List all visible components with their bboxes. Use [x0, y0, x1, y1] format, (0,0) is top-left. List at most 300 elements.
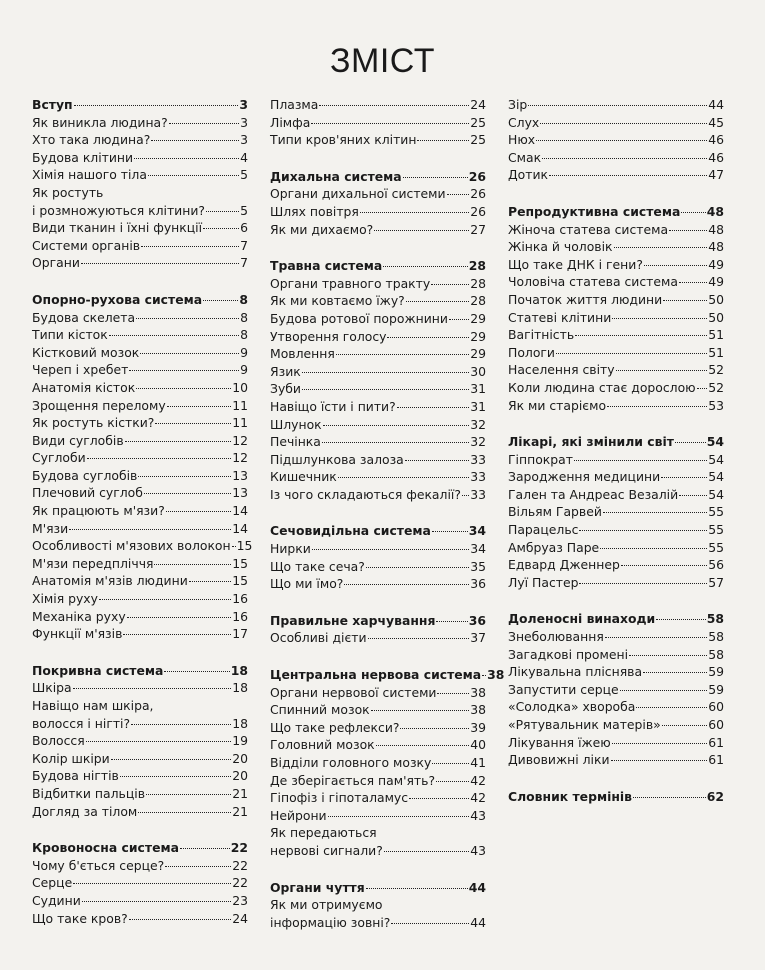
toc-page-number: 21	[232, 803, 248, 819]
toc-entry-title: Підшлункова залоза	[270, 451, 404, 467]
toc-page-number: 61	[708, 752, 724, 768]
toc-entry-title: Органи нервової системи	[270, 684, 437, 700]
toc-section-heading	[508, 788, 724, 806]
dot-leader	[189, 581, 231, 582]
dot-leader	[129, 919, 231, 920]
toc-section-heading	[270, 879, 486, 897]
dot-leader	[662, 725, 707, 726]
toc-entry-title: Типи кров'яних клітин	[270, 132, 417, 148]
toc-entry-title: Типи кісток	[32, 327, 108, 343]
dot-leader	[679, 495, 707, 496]
toc-page-number: 25	[470, 114, 486, 130]
dot-leader	[403, 177, 468, 178]
toc-page-number: 29	[470, 346, 486, 362]
dot-leader	[206, 211, 239, 212]
toc-entry-line1: Як ми отримуємо	[270, 897, 383, 913]
toc-page-number: 59	[708, 681, 724, 697]
toc-page-number: 58	[708, 646, 724, 662]
toc-entry	[270, 96, 486, 114]
dot-leader	[166, 511, 231, 512]
toc-entry-title: Статеві клітини	[508, 309, 612, 325]
dot-leader	[73, 688, 232, 689]
toc-entry-title: «Солодка» хвороба	[508, 699, 636, 715]
toc-entry-title: Суглоби	[32, 450, 86, 466]
toc-section-heading	[270, 666, 505, 684]
dot-leader	[336, 354, 469, 355]
toc-page-number: 47	[708, 167, 724, 183]
toc-entry-title: Анатомія м'язів людини	[32, 573, 188, 589]
toc-section-heading	[270, 257, 486, 275]
toc-page-number: 26	[468, 168, 486, 184]
dot-leader	[138, 476, 231, 477]
dot-leader	[155, 423, 231, 424]
toc-entry	[270, 629, 486, 647]
toc-section	[32, 839, 248, 927]
toc-entry	[270, 131, 486, 149]
dot-leader	[322, 442, 469, 443]
dot-leader	[579, 583, 707, 584]
dot-leader	[87, 458, 232, 459]
toc-entry-title: Що таке рефлекси?	[270, 719, 400, 735]
toc-page-number: 55	[708, 504, 724, 520]
toc-entry-title: Будова скелета	[32, 309, 136, 325]
toc-entry-title: Види тканин і їхні функції	[32, 220, 203, 236]
toc-page-number: 15	[236, 538, 253, 554]
dot-leader	[575, 335, 707, 336]
toc-entry-title: Системи органів	[32, 237, 141, 253]
toc-entry	[270, 363, 486, 381]
toc-entry	[32, 502, 248, 520]
toc-entry	[270, 486, 486, 504]
toc-entry	[32, 608, 248, 626]
dot-leader	[368, 638, 470, 639]
toc-entry	[270, 345, 486, 363]
toc-entry-title: Нюх	[508, 132, 536, 148]
toc-entry-title: Репродуктивна система	[508, 203, 681, 219]
dot-leader	[360, 212, 469, 213]
toc-entry-title: Гіппократ	[508, 451, 573, 467]
toc-entry-title: Що ми їмо?	[270, 576, 344, 592]
toc-entry-title: Анатомія кісток	[32, 379, 136, 395]
toc-page-number: 8	[240, 327, 248, 343]
dot-leader	[138, 812, 231, 813]
toc-entry-title: Язик	[270, 363, 301, 379]
dot-leader	[144, 493, 231, 494]
toc-entry	[508, 114, 724, 132]
dot-leader	[131, 724, 231, 725]
toc-entry	[32, 344, 248, 362]
toc-section-heading	[32, 662, 248, 680]
dot-leader	[616, 370, 708, 371]
dot-leader	[644, 265, 707, 266]
toc-entry	[508, 361, 724, 379]
toc-entry-title: Доленосні винаходи	[508, 611, 656, 627]
toc-page-number: 17	[232, 626, 248, 642]
dot-leader	[400, 728, 469, 729]
dot-leader	[417, 140, 469, 141]
toc-entry	[270, 203, 486, 221]
toc-entry	[508, 486, 724, 504]
toc-section-heading	[32, 96, 248, 114]
toc-column-1	[32, 96, 253, 946]
toc-entry	[508, 751, 724, 769]
toc-entry	[508, 238, 724, 256]
toc-page-number: 54	[708, 486, 724, 502]
dot-leader	[109, 335, 239, 336]
toc-entry-title: Кишечник	[270, 469, 337, 485]
toc-entry	[508, 131, 724, 149]
dot-leader	[148, 175, 239, 176]
dot-leader	[669, 230, 707, 231]
toc-entry-title: Сечовидільна система	[270, 523, 431, 539]
dot-leader	[82, 901, 231, 902]
toc-entry	[32, 414, 248, 432]
toc-entry	[32, 149, 248, 167]
dot-leader	[614, 247, 708, 248]
toc-section-heading	[270, 612, 486, 630]
dot-leader	[73, 883, 231, 884]
toc-section	[32, 662, 248, 820]
toc-page-number: 31	[470, 381, 486, 397]
dot-leader	[579, 530, 707, 531]
dot-leader	[437, 693, 469, 694]
toc-page-number: 3	[240, 132, 248, 148]
dot-leader	[436, 781, 469, 782]
toc-page-number: 43	[470, 807, 486, 823]
toc-entry-title: і розмножуються клітини?	[32, 202, 205, 218]
toc-entry-title: Як працюють м'язи?	[32, 503, 165, 519]
toc-entry-title: «Рятувальник матерів»	[508, 717, 661, 732]
toc-page-number: 36	[470, 576, 486, 592]
toc-page-number: 28	[470, 293, 486, 309]
toc-page-number: 13	[232, 467, 248, 483]
toc-page-number: 52	[708, 362, 724, 378]
toc-column-2	[270, 96, 505, 950]
toc-entry-title: Зір	[508, 97, 528, 112]
toc-section-heading	[508, 203, 724, 221]
toc-entry	[508, 556, 724, 574]
toc-entry	[508, 451, 724, 469]
toc-entry	[508, 291, 724, 309]
toc-section	[508, 788, 724, 806]
toc-entry	[508, 256, 724, 274]
toc-entry-title: Спинний мозок	[270, 702, 370, 718]
dot-leader	[376, 745, 470, 746]
toc-page-number: 23	[232, 892, 248, 908]
toc-entry-title: Будова клітини	[32, 149, 134, 165]
toc-page-number: 11	[232, 397, 248, 413]
toc-page-number: 18	[232, 715, 248, 731]
toc-page-number: 3	[239, 97, 248, 112]
toc-entry-title: Органи	[32, 255, 80, 271]
toc-entry	[270, 772, 486, 790]
toc-page-number: 8	[240, 309, 248, 325]
toc-entry-title: Лімфа	[270, 114, 311, 130]
toc-page-number: 42	[470, 772, 486, 788]
toc-entry	[32, 254, 248, 272]
toc-entry-title: Утворення голосу	[270, 328, 387, 344]
toc-page-number: 43	[470, 842, 486, 858]
toc-page-number: 35	[470, 558, 486, 574]
toc-section-heading	[270, 522, 486, 540]
toc-entry-title: Судини	[32, 892, 81, 908]
toc-entry	[270, 540, 486, 558]
toc-entry	[508, 468, 724, 486]
dot-leader	[136, 388, 231, 389]
dot-leader	[140, 353, 239, 354]
toc-page-number: 58	[706, 611, 724, 627]
toc-page-number: 30	[470, 363, 486, 379]
toc-page-number: 45	[708, 114, 724, 130]
toc-entry-title: Лікувальна пліснява	[508, 664, 643, 680]
dot-leader	[86, 741, 232, 742]
toc-page-number: 3	[240, 114, 248, 130]
toc-entry-title: Особливі дієти	[270, 630, 367, 646]
dot-leader	[328, 816, 470, 817]
toc-entry-title: Загадкові промені	[508, 646, 629, 662]
toc-page-number: 36	[468, 612, 486, 628]
toc-page-number: 61	[708, 734, 724, 750]
toc-section-heading	[508, 433, 724, 451]
toc-page-number: 34	[470, 541, 486, 557]
toc-entry-title: Едвард Дженнер	[508, 557, 620, 573]
dot-leader	[99, 599, 231, 600]
toc-entry	[270, 754, 486, 772]
dot-leader	[681, 212, 705, 213]
toc-page-number: 50	[708, 291, 724, 307]
toc-page-number: 7	[240, 237, 248, 253]
toc-entry-title: Запустити серце	[508, 681, 619, 697]
toc-entry	[270, 221, 486, 239]
toc-entry-title: Вагітність	[508, 327, 575, 343]
toc-entry-title: Вільям Гарвей	[508, 504, 602, 520]
dot-leader	[636, 707, 707, 708]
toc-section-heading	[508, 610, 724, 628]
toc-entry-title: Чоловіча статева система	[508, 274, 678, 290]
toc-entry-title: Будова нігтів	[32, 768, 119, 784]
toc-page-number: 25	[470, 132, 486, 148]
toc-entry	[508, 539, 724, 557]
toc-entry-title: Як виникла людина?	[32, 114, 168, 130]
toc-page-number: 46	[708, 132, 724, 148]
toc-page-number: 26	[470, 186, 486, 202]
toc-entry-title: Знеболювання	[508, 629, 604, 645]
toc-entry-title: Серце	[32, 875, 73, 891]
toc-entry	[32, 767, 248, 785]
dot-leader	[129, 370, 239, 371]
toc-section	[508, 96, 724, 184]
toc-section	[270, 879, 486, 932]
toc-entry-title: Дивовижні ліки	[508, 752, 610, 768]
dot-leader	[603, 512, 707, 513]
dot-leader	[611, 760, 708, 761]
toc-entry-title: Зародження медицини	[508, 469, 661, 485]
toc-page-number: 12	[232, 432, 248, 448]
toc-entry	[32, 625, 248, 643]
dot-leader	[397, 407, 470, 408]
dot-leader	[169, 123, 239, 124]
toc-page-number: 42	[470, 790, 486, 806]
toc-entry	[32, 484, 248, 502]
toc-entry	[32, 449, 248, 467]
toc-page-number: 38	[470, 702, 486, 718]
toc-page-number: 53	[708, 397, 724, 413]
toc-page-number: 51	[708, 344, 724, 360]
toc-entry	[508, 379, 724, 397]
toc-page-number: 32	[470, 434, 486, 450]
dot-leader	[432, 763, 469, 764]
toc-page-number: 22	[232, 857, 248, 873]
dot-leader	[620, 690, 708, 691]
toc-entry	[32, 237, 248, 255]
toc-entry-title: Мовлення	[270, 346, 335, 362]
dot-leader	[406, 301, 469, 302]
toc-entry	[270, 789, 486, 807]
dot-leader	[165, 866, 231, 867]
dot-leader	[549, 175, 707, 176]
toc-entry	[270, 114, 486, 132]
toc-entry-title: Вступ	[32, 97, 73, 112]
toc-page-number: 60	[708, 717, 724, 732]
toc-page-number: 12	[232, 450, 248, 466]
dot-leader	[384, 851, 469, 852]
toc-entry	[32, 326, 248, 344]
toc-entry-title: Пологи	[508, 344, 555, 360]
dot-leader	[679, 282, 707, 283]
dot-leader	[344, 584, 469, 585]
toc-entry	[32, 679, 248, 697]
dot-leader	[542, 158, 707, 159]
toc-entry-line1: Навіщо нам шкіра,	[32, 698, 154, 713]
dot-leader	[556, 353, 707, 354]
toc-page-number: 29	[470, 328, 486, 344]
toc-page-number: 31	[470, 398, 486, 414]
toc-page-number: 51	[708, 327, 724, 343]
toc-section-heading	[270, 168, 486, 186]
toc-entry	[270, 468, 486, 486]
dot-leader	[383, 266, 468, 267]
toc-entry	[270, 575, 486, 593]
toc-entry-title: Кровоносна система	[32, 840, 179, 856]
toc-page-number: 38	[470, 684, 486, 700]
toc-page-number: 37	[470, 630, 486, 646]
toc-page-number: 20	[232, 750, 248, 766]
dot-leader	[203, 228, 239, 229]
toc-entry	[508, 628, 724, 646]
toc-entry	[32, 785, 248, 803]
toc-entry	[270, 380, 486, 398]
toc-page-number: 20	[232, 768, 248, 784]
toc-page-number: 33	[470, 486, 486, 502]
toc-entry-title: Нирки	[270, 541, 311, 557]
dot-leader	[663, 300, 707, 301]
dot-leader	[127, 617, 232, 618]
toc-entry	[508, 521, 724, 539]
toc-entry	[270, 807, 486, 825]
toc-page-number: 21	[232, 785, 248, 801]
toc-entry-title: Що таке ДНК і гени?	[508, 256, 643, 272]
toc-section-heading	[32, 839, 248, 857]
toc-entry-title: Навіщо їсти і пити?	[270, 398, 396, 414]
toc-entry	[270, 398, 486, 416]
toc-page-number: 28	[470, 275, 486, 291]
toc-page-number: 6	[240, 220, 248, 236]
toc-page-number: 54	[708, 451, 724, 467]
toc-entry-title: нервові сигнали?	[270, 842, 383, 858]
toc-entry	[32, 114, 248, 132]
toc-entry	[32, 715, 248, 733]
toc-entry-title: М'язи	[32, 520, 69, 536]
toc-entry	[508, 309, 724, 327]
toc-entry	[508, 397, 724, 415]
toc-entry-title: Смак	[508, 149, 542, 165]
dot-leader	[180, 848, 230, 849]
toc-entry-title: Плечовий суглоб	[32, 485, 143, 501]
toc-entry-title: Зрощення перелому	[32, 397, 166, 413]
dot-leader	[125, 441, 232, 442]
toc-entry-title: Нейрони	[270, 807, 327, 823]
dot-leader	[607, 406, 707, 407]
toc-section	[270, 96, 486, 149]
toc-entry-title: Луї Пастер	[508, 574, 579, 590]
dot-leader	[154, 564, 231, 565]
dot-leader	[432, 531, 468, 532]
toc-entry-title: Гален та Андреас Везалій	[508, 486, 679, 502]
toc-page-number: 33	[470, 451, 486, 467]
toc-entry	[32, 537, 253, 555]
toc-entry	[508, 503, 724, 521]
toc-page-number: 62	[706, 788, 724, 804]
toc-entry-title: волосся і нігті?	[32, 715, 131, 731]
toc-section	[508, 203, 724, 414]
dot-leader	[436, 621, 467, 622]
toc-section	[270, 522, 486, 592]
toc-section	[270, 168, 486, 238]
toc-entry	[270, 719, 486, 737]
dot-leader	[462, 495, 469, 496]
toc-entry-title: Амбруаз Паре	[508, 539, 600, 555]
toc-entry	[270, 292, 486, 310]
toc-entry	[32, 520, 248, 538]
toc-entry-title: Як ми дихаємо?	[270, 221, 374, 237]
dot-leader	[123, 634, 231, 635]
toc-entry	[508, 221, 724, 239]
dot-leader	[366, 888, 468, 889]
toc-page-number: 40	[470, 737, 486, 753]
toc-entry	[270, 310, 486, 328]
toc-entry-title: Плазма	[270, 97, 319, 112]
toc-entry-title: Волосся	[32, 733, 85, 749]
toc-entry	[32, 555, 248, 573]
toc-entry-title: Відбитки пальців	[32, 785, 145, 801]
toc-entry-title: Де зберігається пам'ять?	[270, 772, 436, 788]
dot-leader	[629, 655, 707, 656]
toc-page-number: 39	[470, 719, 486, 735]
toc-section	[508, 433, 724, 591]
toc-entry	[270, 701, 486, 719]
toc-entry-title: Шлях повітря	[270, 203, 359, 219]
toc-page-number: 9	[240, 362, 248, 378]
toc-page-number: 4	[240, 149, 248, 165]
toc-entry	[32, 874, 248, 892]
toc-entry	[508, 273, 724, 291]
toc-entry-line1: Як ростуть	[32, 184, 104, 200]
toc-entry-title: Початок життя людини	[508, 291, 663, 307]
toc-page-number: 58	[708, 629, 724, 645]
toc-entry-title: Дотик	[508, 167, 549, 183]
toc-entry-title: Гіпофіз і гіпоталамус	[270, 790, 409, 806]
toc-entry	[270, 736, 486, 754]
